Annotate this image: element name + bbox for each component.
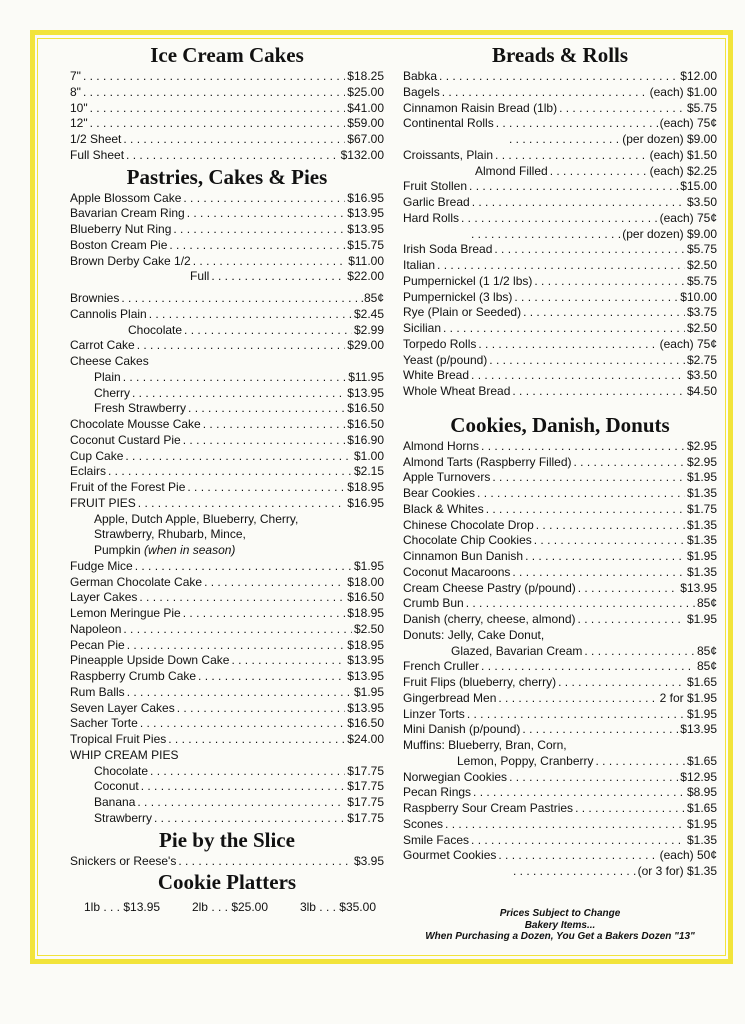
menu-item: Whole Wheat Bread . . . $4.50	[403, 384, 717, 400]
menu-item: Full . . . $22.00	[70, 269, 384, 285]
menu-item: Norwegian Cookies . . . $12.95	[403, 770, 717, 786]
menu-item: Gingerbread Men . . . 2 for $1.95	[403, 691, 717, 707]
menu-item: . . . (or 3 for) $1.35	[403, 864, 717, 880]
menu-item: Coconut . . . $17.75	[70, 779, 384, 795]
menu-item: 8" . . . $25.00	[70, 85, 384, 101]
menu-item: Cup Cake . . . $1.00	[70, 449, 384, 465]
menu-item: Coconut Custard Pie . . . $16.90	[70, 433, 384, 449]
left-column	[70, 42, 384, 914]
menu-item: Banana . . . $17.75	[70, 795, 384, 811]
footer-line: Prices Subject to Change	[499, 908, 621, 919]
menu-item: Bavarian Cream Ring . . . $13.95	[70, 206, 384, 222]
fruit-pies-note: Apple, Dutch Apple, Blueberry, Cherry,	[94, 511, 299, 526]
menu-item: Blueberry Nut Ring . . . $13.95	[70, 222, 384, 238]
menu-item: Boston Cream Pie . . . $15.75	[70, 238, 384, 254]
menu-item: Chinese Chocolate Drop . . . $1.35	[403, 518, 717, 534]
menu-item: Rye (Plain or Seeded) . . . $3.75	[403, 305, 717, 321]
menu-item: Lemon Meringue Pie . . . $18.95	[70, 606, 384, 622]
fruit-pies-note: Strawberry, Rhubarb, Mince,	[94, 527, 246, 542]
menu-item: Cinnamon Raisin Bread (1lb) . . . $5.75	[403, 101, 717, 117]
menu-item: Italian . . . $2.50	[403, 258, 717, 274]
menu-item: Raspberry Crumb Cake . . . $13.95	[70, 669, 384, 685]
menu-item: Sicilian . . . $2.50	[403, 321, 717, 337]
menu-item: Crumb Bun . . . 85¢	[403, 596, 717, 612]
pastries-list	[70, 191, 384, 827]
menu-item: Chocolate . . . $2.99	[70, 323, 384, 339]
menu-item: Babka . . . $12.00	[403, 69, 717, 85]
pastries-heading: Pastries, Cakes & Pies	[126, 164, 328, 189]
menu-item: 7" . . . $18.25	[70, 69, 384, 85]
menu-item: Rum Balls . . . $1.95	[70, 685, 384, 701]
menu-item: Danish (cherry, cheese, almond) . . . $1.95	[403, 612, 717, 628]
menu-item: FRUIT PIES . . . $16.95	[70, 496, 384, 512]
menu-item: Napoleon . . . $2.50	[70, 622, 384, 638]
menu-item: Pumpernickel (3 lbs) . . . $10.00	[403, 290, 717, 306]
platter-2lb: 2lb . . . $25.00	[191, 900, 269, 915]
menu-subheading: Muffins: Blueberry, Bran, Corn,	[403, 738, 567, 752]
menu-item: Almond Filled . . . (each) $2.25	[403, 164, 717, 180]
menu-item: Yeast (p/pound) . . . $2.75	[403, 353, 717, 369]
menu-item: Sacher Torte . . . $16.50	[70, 716, 384, 732]
footer-line: Bakery Items...	[524, 919, 596, 931]
menu-item: Full Sheet . . . $132.00	[70, 148, 384, 164]
menu-item: Cannolis Plain . . . $2.45	[70, 307, 384, 323]
menu-item: Glazed, Bavarian Cream . . . 85¢	[403, 644, 717, 660]
menu-item: Raspberry Sour Cream Pastries . . . $1.65	[403, 801, 717, 817]
menu-subheading: WHIP CREAM PIES	[70, 747, 179, 762]
menu-item: . . . (per dozen) $9.00	[403, 227, 717, 243]
menu-item: Strawberry . . . $17.75	[70, 811, 384, 827]
menu-item: Apple Blossom Cake . . . $16.95	[70, 191, 384, 207]
menu-item: . . . (per dozen) $9.00	[403, 132, 717, 148]
menu-item: Fresh Strawberry . . . $16.50	[70, 401, 384, 417]
menu-item: Pineapple Upside Down Cake . . . $13.95	[70, 653, 384, 669]
platter-1lb: 1lb . . . $13.95	[84, 900, 161, 915]
menu-subheading: Cheese Cakes	[70, 354, 149, 368]
menu-item: Coconut Macaroons . . . $1.35	[403, 565, 717, 581]
menu-item: 12" . . . $59.00	[70, 116, 384, 132]
menu-item: Almond Tarts (Raspberry Filled) . . . $2.95	[403, 455, 717, 471]
pie-slice-heading: Pie by the Slice	[159, 827, 295, 852]
menu-item: Croissants, Plain . . . (each) $1.50	[403, 148, 717, 164]
cookie-platters-prices	[70, 896, 384, 914]
menu-item: Carrot Cake . . . $29.00	[70, 338, 384, 354]
menu-item: Cream Cheese Pastry (p/pound) . . . $13.95	[403, 581, 717, 597]
breads-list	[403, 69, 717, 400]
right-column	[403, 42, 717, 880]
menu-item: Smile Faces . . . $1.35	[403, 833, 717, 849]
menu-item: Irish Soda Bread . . . $5.75	[403, 242, 717, 258]
fruit-pies-note: Pumpkin (when in season)	[94, 543, 236, 557]
footer-note	[403, 908, 717, 943]
menu-item: German Chocolate Cake . . . $18.00	[70, 575, 384, 591]
menu-item: Plain . . . $11.95	[70, 370, 384, 386]
menu-item: Pumpernickel (1 1/2 lbs) . . . $5.75	[403, 274, 717, 290]
cookie-platters-heading: Cookie Platters	[157, 870, 297, 895]
footer-line: When Purchasing a Dozen, You Get a Bakers Dozen "13"	[425, 931, 695, 942]
menu-item: Layer Cakes . . . $16.50	[70, 590, 384, 606]
menu-item: Chocolate Mousse Cake . . . $16.50	[70, 417, 384, 433]
menu-item: Cinnamon Bun Danish . . . $1.95	[403, 549, 717, 565]
menu-item: Continental Rolls . . . (each) 75¢	[403, 116, 717, 132]
menu-item: Chocolate Chip Cookies . . . $1.35	[403, 533, 717, 549]
menu-item: Bear Cookies . . . $1.35	[403, 486, 717, 502]
menu-item: Snickers or Reese's . . . $3.95	[70, 854, 384, 870]
menu-item: Lemon, Poppy, Cranberry . . . $1.65	[403, 754, 717, 770]
menu-item: Fudge Mice . . . $1.95	[70, 559, 384, 575]
menu-item: Fruit of the Forest Pie . . . $18.95	[70, 480, 384, 496]
menu-item: Black & Whites . . . $1.75	[403, 502, 717, 518]
menu-item: Torpedo Rolls . . . (each) 75¢	[403, 337, 717, 353]
cookies-list	[403, 439, 717, 880]
platter-3lb: 3lb . . . $35.00	[299, 900, 376, 915]
menu-item: Pecan Rings . . . $8.95	[403, 785, 717, 801]
menu-item: Almond Horns . . . $2.95	[403, 439, 717, 455]
cookies-heading: Cookies, Danish, Donuts	[450, 412, 670, 437]
menu-item: 1/2 Sheet . . . $67.00	[70, 132, 384, 148]
menu-item: Fruit Stollen . . . $15.00	[403, 179, 717, 195]
breads-heading: Breads & Rolls	[491, 43, 629, 67]
menu-item: Linzer Torts . . . $1.95	[403, 707, 717, 723]
menu-item: Scones . . . $1.95	[403, 817, 717, 833]
menu-item: Brown Derby Cake 1/2 . . . $11.00	[70, 254, 384, 270]
ice-cream-cakes-heading: Ice Cream Cakes	[150, 43, 304, 67]
menu-item: Hard Rolls . . . (each) 75¢	[403, 211, 717, 227]
menu-item: Fruit Flips (blueberry, cherry) . . . $1.65	[403, 675, 717, 691]
menu-item: Eclairs . . . $2.15	[70, 464, 384, 480]
menu-item: Mini Danish (p/pound) . . . $13.95	[403, 722, 717, 738]
menu-item: Cherry . . . $13.95	[70, 386, 384, 402]
menu-item: White Bread . . . $3.50	[403, 368, 717, 384]
menu-item: Chocolate . . . $17.75	[70, 764, 384, 780]
menu-subheading: Donuts: Jelly, Cake Donut,	[403, 627, 545, 642]
menu-item: French Cruller . . . 85¢	[403, 659, 717, 675]
menu-item: Bagels . . . (each) $1.00	[403, 85, 717, 101]
menu-item: Brownies . . . .85¢	[70, 291, 384, 307]
ice-cream-cakes-list	[70, 69, 384, 164]
menu-item: Garlic Bread . . . $3.50	[403, 195, 717, 211]
menu-item: Tropical Fruit Pies . . . $24.00	[70, 732, 384, 748]
menu-item: Gourmet Cookies . . . (each) 50¢	[403, 848, 717, 864]
menu-item: Pecan Pie . . . $18.95	[70, 638, 384, 654]
menu-item: Seven Layer Cakes . . . $13.95	[70, 701, 384, 717]
menu-item: 10" . . . $41.00	[70, 101, 384, 117]
menu-item: Apple Turnovers . . . $1.95	[403, 470, 717, 486]
